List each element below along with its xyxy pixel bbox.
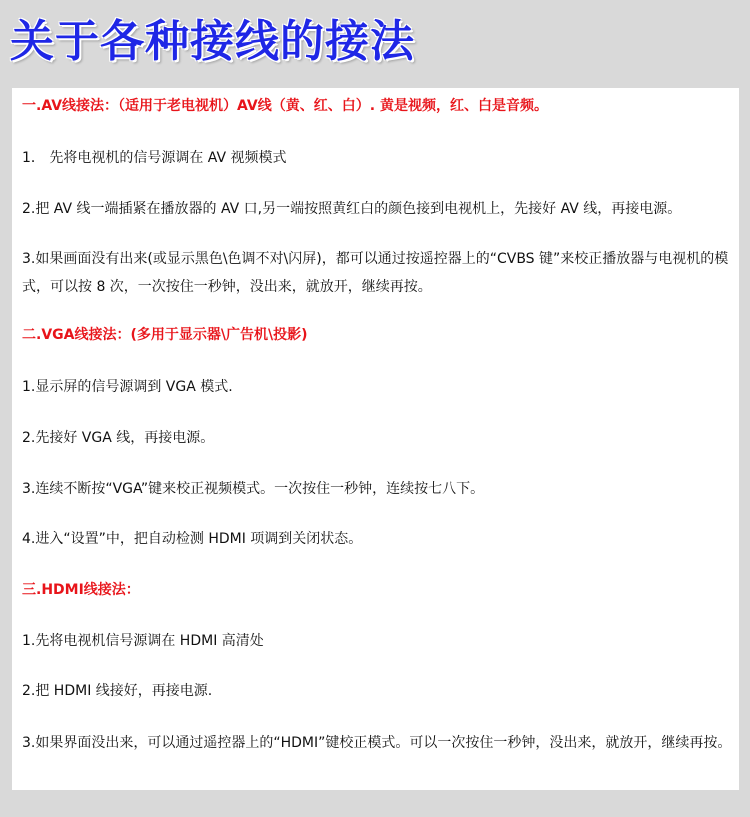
- vga-step-3: 3.连续不断按“VGA”键来校正视频模式。一次按住一秒钟，连续按七八下。: [22, 481, 485, 497]
- av-step-3: 3.如果画面没有出来(或显示黑色\色调不对\闪屏)，都可以通过按遥控器上的“CVBS 键”来校正播放器与电视机的模式，可以按 8 次，一次按住一秒钟，没出来，就放开，继续再按。: [22, 251, 729, 295]
- hdmi-step-1: 1.先将电视机信号源调在 HDMI 高清处: [22, 633, 264, 649]
- title-bar: [0, 0, 750, 84]
- av-step-1: 1． 先将电视机的信号源调在 AV 视频模式: [22, 150, 287, 166]
- vga-step-4: 4.进入“设置”中，把自动检测 HDMI 项调到关闭状态。: [22, 531, 363, 547]
- hdmi-step-3: 3.如果界面没出来，可以通过遥控器上的“HDMI”键校正模式。可以一次按住一秒钟，没出来，就放开，继续再按。: [22, 735, 732, 751]
- vga-step-1: 1.显示屏的信号源调到 VGA 模式.: [22, 379, 233, 395]
- hdmi-step-2: 2.把 HDMI 线接好，再接电源.: [22, 683, 213, 699]
- content-panel: [12, 88, 739, 790]
- vga-step-2: 2.先接好 VGA 线，再接电源。: [22, 430, 215, 446]
- section-heading-av: 一.AV线接法：（适用于老电视机）AV线（黄、红、白）. 黄是视频，红、白是音频。: [22, 98, 548, 114]
- page-title: 关于各种接线的接法: [10, 16, 415, 67]
- section-heading-hdmi: 三.HDMI线接法：: [22, 582, 140, 598]
- section-heading-vga: 二.VGA线接法：(多用于显示器\广告机\投影): [22, 327, 308, 343]
- av-step-2: 2.把 AV 线一端插紧在播放器的 AV 口,另一端按照黄红白的颜色接到电视机上，先接好 AV 线，再接电源。: [22, 201, 682, 217]
